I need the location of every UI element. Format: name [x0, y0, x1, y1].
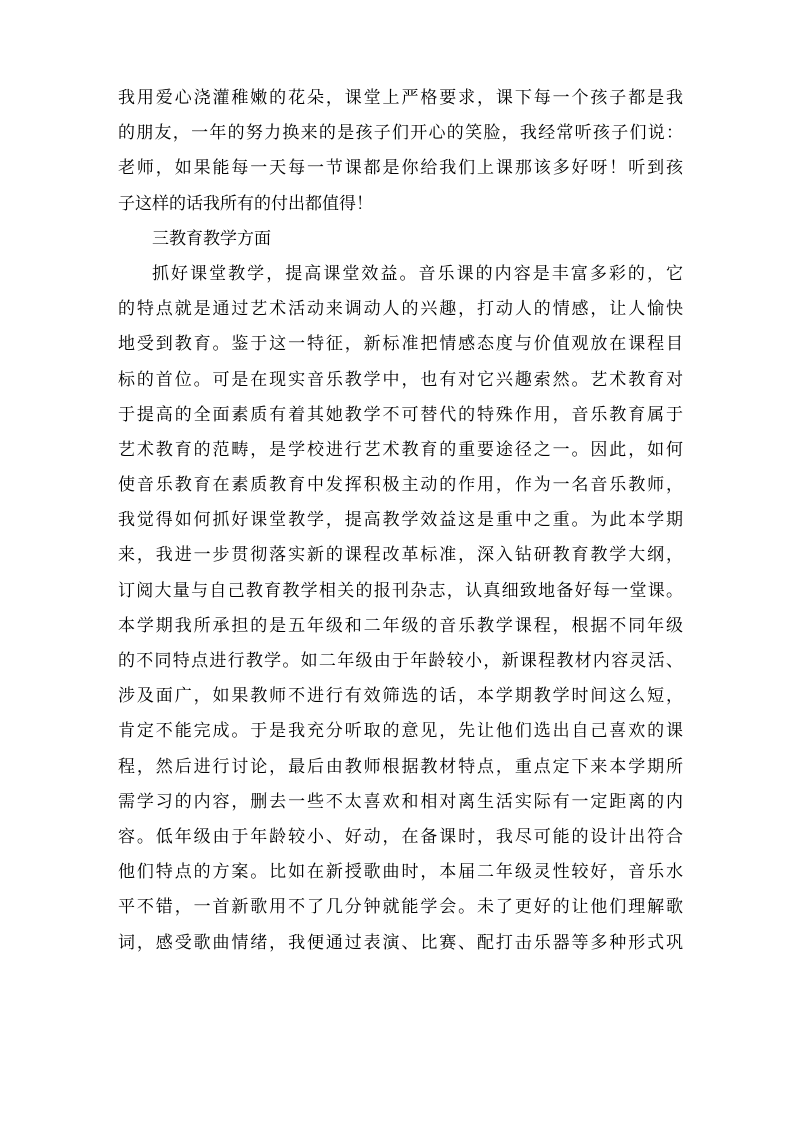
text-line: 容。低年级由于年龄较小、好动，在备课时，我尽可能的设计出符合: [118, 826, 683, 847]
text-line: 涉及面广，如果教师不进行有效筛选的话，本学期教学时间这么短，: [118, 686, 683, 707]
text-line: 我用爱心浇灌稚嫩的花朵，课堂上严格要求，课下每一个孩子都是我: [118, 88, 683, 108]
text-line: 平不错，一首新歌用不了几分钟就能学会。未了更好的让他们理解歌: [118, 897, 683, 918]
text-line: 地受到教育。鉴于这一特征，新标准把情感态度与价值观放在课程目: [118, 334, 683, 355]
text-line: 程，然后进行讨论，最后由教师根据教材特点，重点定下来本学期所: [118, 756, 683, 777]
text-line: 我觉得如何抓好课堂教学，提高教学效益这是重中之重。为此本学期: [118, 510, 683, 531]
text-line: 的不同特点进行教学。如二年级由于年龄较小，新课程教材内容灵活、: [118, 651, 683, 671]
text-line: 词，感受歌曲情绪，我便通过表演、比赛、配打击乐器等多种形式巩: [118, 932, 683, 953]
body-text: [118, 81, 683, 961]
text-line: 肯定不能完成。于是我充分听取的意见，先让他们选出自己喜欢的课: [118, 721, 683, 742]
text-line: 本学期我所承担的是五年级和二年级的音乐教学课程，根据不同年级: [118, 615, 683, 636]
text-line: 抓好课堂教学，提高课堂效益。音乐课的内容是丰富多彩的，它: [152, 263, 683, 284]
text-line: 的朋友，一年的努力换来的是孩子们开心的笑脸，我经常听孩子们说：: [118, 123, 683, 144]
text-line: 老师，如果能每一天每一节课都是你给我们上课那该多好呀！听到孩: [118, 158, 683, 179]
text-line: 他们特点的方案。比如在新授歌曲时，本届二年级灵性较好，音乐水: [118, 862, 683, 883]
text-line: 标的首位。可是在现实音乐教学中，也有对它兴趣索然。艺术教育对: [118, 369, 683, 390]
text-line: 的特点就是通过艺术活动来调动人的兴趣，打动人的情感，让人愉快: [118, 299, 683, 320]
text-line: 需学习的内容，删去一些不太喜欢和相对离生活实际有一定距离的内: [118, 791, 683, 812]
section-heading: 三教育教学方面: [152, 228, 271, 249]
text-line: 于提高的全面素质有着其她教学不可替代的特殊作用，音乐教育属于: [118, 404, 683, 425]
text-line: 艺术教育的范畴，是学校进行艺术教育的重要途径之一。因此，如何: [118, 439, 683, 460]
text-line: 来，我进一步贯彻落实新的课程改革标准，深入钻研教育教学大纲，: [118, 545, 683, 566]
text-line: 订阅大量与自己教育教学相关的报刊杂志，认真细致地备好每一堂课。: [118, 580, 683, 601]
text-line: 子这样的话我所有的付出都值得！: [118, 193, 373, 214]
text-line: 使音乐教育在素质教育中发挥积极主动的作用，作为一名音乐教师，: [118, 475, 683, 496]
